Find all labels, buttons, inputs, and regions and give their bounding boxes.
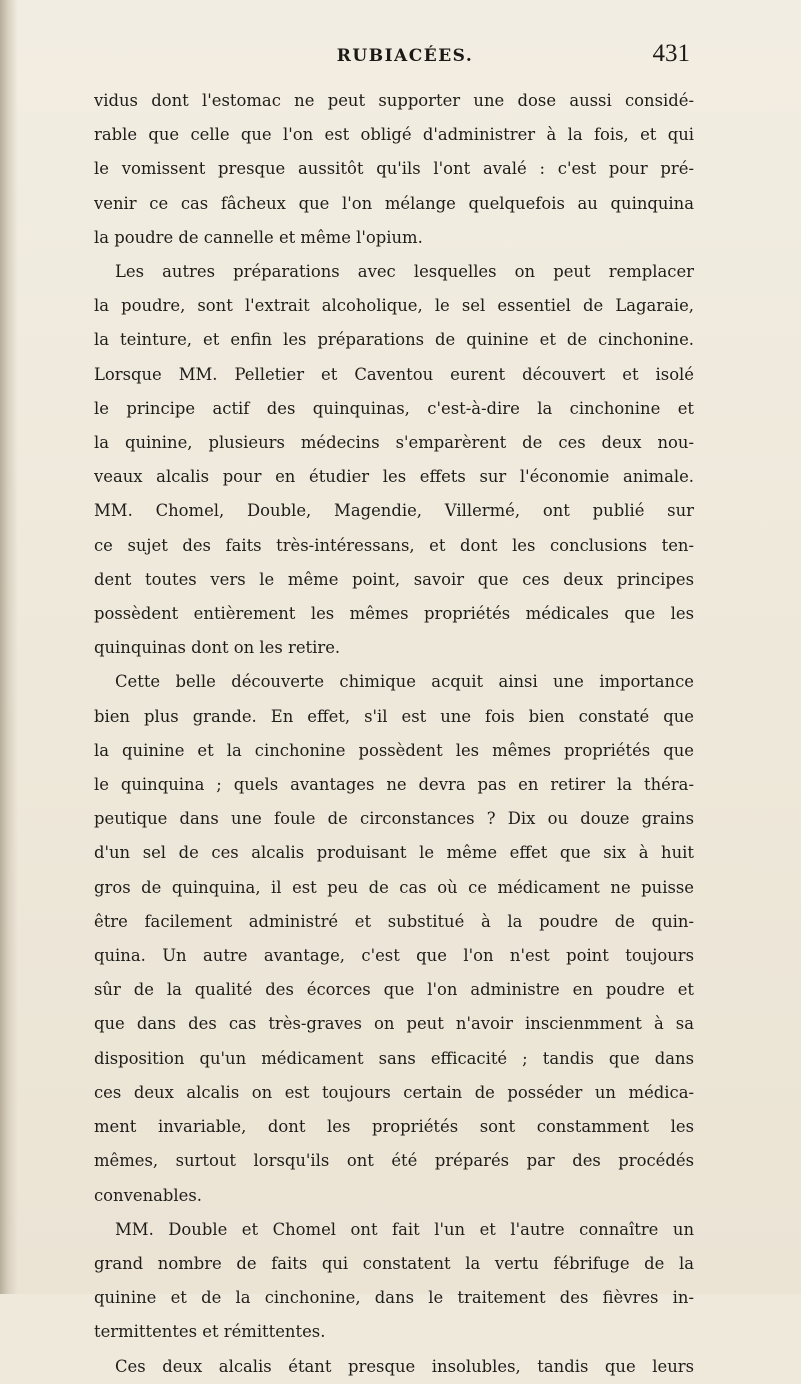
text-line: dent toutes vers le même point, savoir que ces deux principes: [94, 569, 694, 589]
page-header: [120, 42, 690, 82]
text-line: bien plus grande. En effet, s'il est une fois bien constaté que: [94, 706, 694, 726]
body-text: [94, 84, 694, 1384]
text-line: la quinine, plusieurs médecins s'emparèrent de ces deux nou-: [94, 433, 694, 453]
text-line: grand nombre de faits qui constatent la vertu fébrifuge de la: [94, 1253, 694, 1273]
text-line: Les autres préparations avec lesquelles on peut remplacer: [115, 262, 694, 282]
text-line: MM. Double et Chomel ont fait l'un et l'autre connaître un: [115, 1219, 694, 1239]
text-line: la poudre, sont l'extrait alcoholique, le sel essentiel de Lagaraie,: [94, 296, 694, 316]
text-line: termittentes et rémittentes.: [94, 1322, 326, 1342]
text-line: que dans des cas très-graves on peut n'avoir inscienmment à sa: [94, 1014, 694, 1034]
text-line: Lorsque MM. Pelletier et Caventou eurent découvert et isolé: [94, 364, 694, 384]
text-line: gros de quinquina, il est peu de cas où ce médicament ne puisse: [94, 877, 694, 897]
text-line: vidus dont l'estomac ne peut supporter une dose aussi considé-: [94, 91, 694, 110]
text-line: convenables.: [94, 1185, 202, 1205]
text-line: venir ce cas fâcheux que l'on mélange quelquefois au quinquina: [94, 193, 694, 213]
text-line: le principe actif des quinquinas, c'est-à-dire la cinchonine et: [94, 398, 694, 418]
text-line: le quinquina ; quels avantages ne devra pas en retirer la théra-: [94, 775, 694, 795]
text-line: possèdent entièrement les mêmes propriétés médicales que les: [94, 604, 694, 624]
text-line: MM. Chomel, Double, Magendie, Villermé, ont publié sur: [94, 501, 694, 521]
text-line: Ces deux alcalis étant presque insolubles, tandis que leurs: [115, 1356, 694, 1376]
text-line: sûr de la qualité des écorces que l'on administre en poudre et: [94, 980, 694, 1000]
text-line: quina. Un autre avantage, c'est que l'on n'est point toujours: [94, 946, 694, 966]
text-line: être facilement administré et substitué à la poudre de quin-: [94, 911, 694, 931]
text-line: quinine et de la cinchonine, dans le traitement des fièvres in-: [94, 1288, 694, 1308]
text-line: mêmes, surtout lorsqu'ils ont été préparés par des procédés: [94, 1151, 694, 1171]
text-line: rable que celle que l'on est obligé d'administrer à la fois, et qui: [94, 125, 694, 145]
text-line: ce sujet des faits très-intéressans, et dont les conclusions ten-: [94, 535, 694, 555]
text-line: Cette belle découverte chimique acquit ainsi une importance: [115, 672, 694, 692]
text-line: le vomissent presque aussitôt qu'ils l'ont avalé : c'est pour pré-: [94, 159, 694, 179]
page-number: 431: [652, 40, 690, 67]
text-line: disposition qu'un médicament sans efficacité ; tandis que dans: [94, 1048, 694, 1068]
text-line: d'un sel de ces alcalis produisant le même effet que six à huit: [94, 843, 694, 863]
text-line: ces deux alcalis on est toujours certain de posséder un médica-: [94, 1082, 694, 1102]
text-line: la quinine et la cinchonine possèdent les mêmes propriétés que: [94, 740, 694, 760]
text-line: ment invariable, dont les propriétés sont constamment les: [94, 1117, 694, 1137]
text-line: la poudre de cannelle et même l'opium.: [94, 227, 423, 247]
text-line: la teinture, et enfin les préparations de quinine et de cinchonine.: [94, 330, 694, 350]
text-line: veaux alcalis pour en étudier les effets sur l'économie animale.: [94, 467, 694, 487]
text-line: peutique dans une foule de circonstances ? Dix ou douze grains: [94, 809, 694, 829]
gutter-shadow: [0, 0, 18, 1294]
running-title: RUBIACÉES.: [336, 46, 474, 66]
text-line: quinquinas dont on les retire.: [94, 638, 341, 658]
